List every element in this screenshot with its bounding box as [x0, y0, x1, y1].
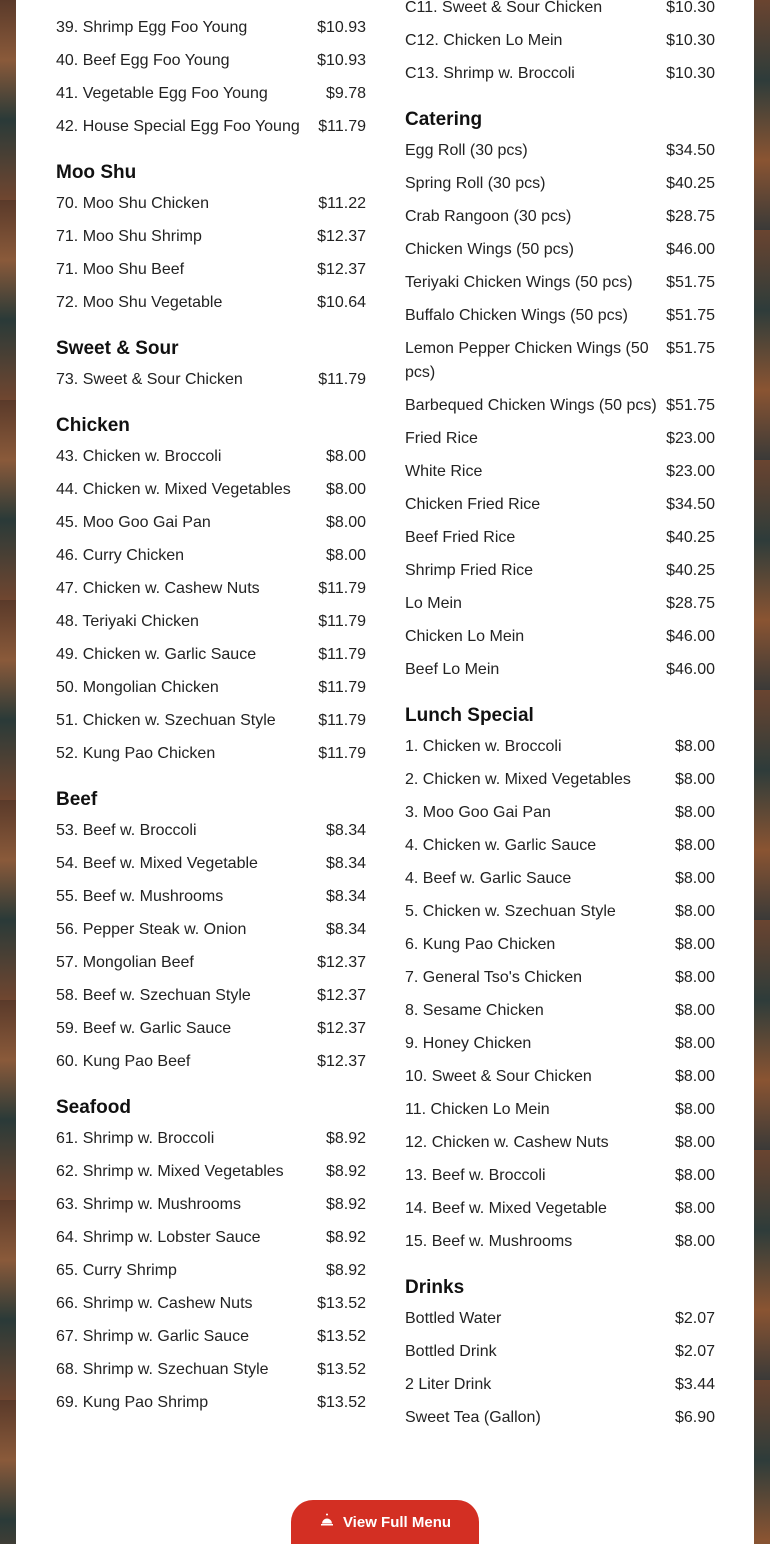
menu-item-name: 13. Beef w. Broccoli	[405, 1167, 546, 1184]
menu-item[interactable]	[405, 658, 715, 682]
menu-item-name: 71. Moo Shu Shrimp	[56, 228, 202, 245]
menu-item[interactable]	[56, 291, 366, 315]
menu-item-name: Sweet Tea (Gallon)	[405, 1409, 541, 1426]
menu-item-price: $8.92	[325, 1130, 366, 1147]
menu-item-name: Chicken Wings (50 pcs)	[405, 241, 574, 258]
menu-item-name: 14. Beef w. Mixed Vegetable	[405, 1200, 607, 1217]
menu-item-name: 46. Curry Chicken	[56, 547, 185, 564]
view-full-menu-label: View Full Menu	[342, 1513, 452, 1531]
section-heading: Drinks	[405, 1277, 465, 1298]
menu-item-name: 71. Moo Shu Beef	[56, 261, 185, 278]
menu-item-price: $8.34	[325, 888, 366, 905]
menu-item[interactable]	[56, 1325, 366, 1349]
menu-item-price: $8.00	[674, 969, 715, 986]
menu-item-name: 60. Kung Pao Beef	[56, 1053, 191, 1070]
menu-item-name: 42. House Special Egg Foo Young	[56, 118, 300, 135]
menu-item-price: $10.30	[666, 0, 715, 16]
menu-item-name: 3. Moo Goo Gai Pan	[405, 804, 551, 821]
menu-item-price: $51.75	[666, 340, 715, 357]
menu-item-price: $6.90	[674, 1409, 715, 1426]
menu-item-name: 7. General Tso's Chicken	[405, 969, 583, 986]
menu-item[interactable]	[56, 49, 366, 73]
menu-item-name: 68. Shrimp w. Szechuan Style	[56, 1361, 269, 1378]
menu-item[interactable]	[405, 1131, 715, 1155]
menu-item-name: Lo Mein	[405, 595, 462, 612]
menu-item-name: 47. Chicken w. Cashew Nuts	[56, 580, 260, 597]
menu-item-price: $13.52	[317, 1295, 366, 1312]
menu-item[interactable]	[405, 238, 715, 262]
menu-item-price: $51.75	[666, 307, 715, 324]
menu-item-name: Fried Rice	[405, 430, 478, 447]
menu-item-name: 45. Moo Goo Gai Pan	[56, 514, 211, 531]
section-heading: Sweet & Sour	[56, 338, 179, 359]
menu-item-price: $12.37	[317, 987, 366, 1004]
menu-item-name: 55. Beef w. Mushrooms	[56, 888, 224, 905]
menu-item-price: $10.64	[317, 294, 366, 311]
menu-item-name: 11. Chicken Lo Mein	[405, 1101, 550, 1118]
menu-item-price: $12.37	[317, 954, 366, 971]
menu-item-name: 58. Beef w. Szechuan Style	[56, 987, 251, 1004]
menu-item[interactable]	[56, 885, 366, 909]
menu-item-price: $8.00	[674, 1002, 715, 1019]
menu-item[interactable]	[56, 1226, 366, 1250]
menu-item-price: $10.93	[317, 19, 366, 36]
menu-item-name: 54. Beef w. Mixed Vegetable	[56, 855, 258, 872]
menu-item-name: 41. Vegetable Egg Foo Young	[56, 85, 268, 102]
menu-item[interactable]	[405, 1307, 715, 1331]
menu-item[interactable]	[56, 1127, 366, 1151]
menu-item-price: $11.22	[318, 195, 366, 212]
menu-item-name: 2. Chicken w. Mixed Vegetables	[405, 771, 631, 788]
menu-item[interactable]	[405, 1065, 715, 1089]
menu-item-price: $8.00	[674, 870, 715, 887]
menu-item-price: $11.79	[318, 580, 366, 597]
menu-item-name: 67. Shrimp w. Garlic Sauce	[56, 1328, 249, 1345]
menu-item[interactable]	[405, 592, 715, 616]
menu-item-price: $8.00	[325, 514, 366, 531]
menu-item[interactable]	[56, 478, 366, 502]
menu-item-name: C12. Chicken Lo Mein	[405, 32, 563, 49]
menu-item-price: $23.00	[666, 463, 715, 480]
menu-item[interactable]	[56, 643, 366, 667]
menu-item[interactable]	[405, 427, 715, 451]
menu-item[interactable]	[405, 867, 715, 891]
menu-item-price: $10.30	[666, 65, 715, 82]
menu-item-price: $13.52	[317, 1361, 366, 1378]
menu-item[interactable]	[405, 1230, 715, 1254]
menu-item-price: $23.00	[666, 430, 715, 447]
menu-item-name: Chicken Lo Mein	[405, 628, 525, 645]
menu-item-name: 70. Moo Shu Chicken	[56, 195, 209, 212]
menu-item-price: $11.79	[318, 371, 366, 388]
menu-item[interactable]	[405, 205, 715, 229]
menu-item-name: 48. Teriyaki Chicken	[56, 613, 199, 630]
menu-item-name: 15. Beef w. Mushrooms	[405, 1233, 573, 1250]
menu-item[interactable]	[405, 139, 715, 163]
menu-item-name: 59. Beef w. Garlic Sauce	[56, 1020, 232, 1037]
menu-item-price: $8.00	[325, 547, 366, 564]
menu-item-price: $8.92	[325, 1163, 366, 1180]
menu-item-name: White Rice	[405, 463, 483, 480]
menu-item-name: Teriyaki Chicken Wings (50 pcs)	[405, 274, 633, 291]
menu-item-name: 2 Liter Drink	[405, 1376, 492, 1393]
menu-item-name: 61. Shrimp w. Broccoli	[56, 1130, 215, 1147]
menu-item-price: $8.00	[674, 1134, 715, 1151]
menu-item-price: $13.52	[317, 1328, 366, 1345]
menu-item-price: $8.00	[674, 771, 715, 788]
menu-item[interactable]	[405, 271, 715, 295]
menu-item-price: $8.00	[674, 837, 715, 854]
menu-item-price: $11.79	[318, 745, 366, 762]
menu-item[interactable]	[56, 192, 366, 216]
menu-item[interactable]	[56, 1160, 366, 1184]
menu-item-price: $11.79	[318, 712, 366, 729]
menu-item[interactable]	[56, 225, 366, 249]
menu-item-name: 8. Sesame Chicken	[405, 1002, 544, 1019]
section-heading: Chicken	[56, 415, 130, 436]
menu-item[interactable]	[405, 172, 715, 196]
menu-item-price: $8.34	[325, 822, 366, 839]
menu-item[interactable]	[405, 62, 715, 86]
menu-item[interactable]	[405, 1098, 715, 1122]
menu-item-price: $28.75	[666, 208, 715, 225]
menu-item-name: 6. Kung Pao Chicken	[405, 936, 556, 953]
menu-item[interactable]	[405, 900, 715, 924]
menu-item-price: $40.25	[666, 175, 715, 192]
menu-item[interactable]	[56, 577, 366, 601]
menu-item[interactable]	[405, 1197, 715, 1221]
menu-item-price: $12.37	[317, 261, 366, 278]
menu-item-price: $51.75	[666, 397, 715, 414]
view-full-menu-button[interactable]	[291, 1500, 479, 1544]
menu-item-name: 64. Shrimp w. Lobster Sauce	[56, 1229, 261, 1246]
menu-item-name: 56. Pepper Steak w. Onion	[56, 921, 247, 938]
menu-item-name: 57. Mongolian Beef	[56, 954, 194, 971]
menu-item-name: Barbequed Chicken Wings (50 pcs)	[405, 397, 657, 414]
menu-item[interactable]	[56, 709, 366, 733]
menu-item-price: $10.30	[666, 32, 715, 49]
menu-item-price: $8.00	[674, 1035, 715, 1052]
menu-item-name: 12. Chicken w. Cashew Nuts	[405, 1134, 609, 1151]
menu-item[interactable]	[405, 394, 715, 418]
menu-item-price: $9.78	[325, 85, 366, 102]
menu-item-name: 63. Shrimp w. Mushrooms	[56, 1196, 241, 1213]
menu-item-name: Chicken Fried Rice	[405, 496, 541, 513]
menu-item[interactable]	[56, 1050, 366, 1074]
menu-item-price: $8.92	[325, 1262, 366, 1279]
menu-item[interactable]	[56, 115, 366, 139]
menu-item[interactable]	[56, 544, 366, 568]
menu-item-price: $8.00	[674, 936, 715, 953]
menu-item[interactable]	[405, 1373, 715, 1397]
menu-item[interactable]	[56, 951, 366, 975]
menu-item[interactable]	[405, 999, 715, 1023]
menu-item[interactable]	[56, 1259, 366, 1283]
menu-item-price: $12.37	[317, 1020, 366, 1037]
menu-item[interactable]	[405, 337, 715, 385]
menu-item-price: $12.37	[317, 228, 366, 245]
menu-item-price: $3.44	[674, 1376, 715, 1393]
menu-item-price: $11.79	[318, 679, 366, 696]
menu-item-price: $8.00	[674, 738, 715, 755]
menu-item-name: 69. Kung Pao Shrimp	[56, 1394, 209, 1411]
menu-item[interactable]	[56, 742, 366, 766]
menu-item-name: Shrimp Fried Rice	[405, 562, 534, 579]
menu-item-price: $13.52	[317, 1394, 366, 1411]
menu-item-name: 4. Chicken w. Garlic Sauce	[405, 837, 597, 854]
menu-item-price: $34.50	[666, 496, 715, 513]
menu-item-price: $2.07	[674, 1343, 715, 1360]
background-right	[754, 0, 770, 1544]
menu-item-name: C13. Shrimp w. Broccoli	[405, 65, 575, 82]
menu-item[interactable]	[56, 1391, 366, 1415]
menu-item[interactable]	[56, 82, 366, 106]
section-heading: Moo Shu	[56, 162, 137, 183]
menu-item-name: 50. Mongolian Chicken	[56, 679, 219, 696]
menu-item-name: Egg Roll (30 pcs)	[405, 142, 528, 159]
menu-item-price: $11.79	[318, 118, 366, 135]
menu-item[interactable]	[56, 511, 366, 535]
menu-item-name: 10. Sweet & Sour Chicken	[405, 1068, 592, 1085]
background-left	[0, 0, 16, 1544]
menu-item-name: 4. Beef w. Garlic Sauce	[405, 870, 572, 887]
menu-item[interactable]	[56, 1193, 366, 1217]
menu-item[interactable]	[56, 610, 366, 634]
menu-item-price: $10.93	[317, 52, 366, 69]
menu-item-name: 65. Curry Shrimp	[56, 1262, 177, 1279]
menu-item[interactable]	[405, 0, 715, 20]
menu-item-name: 62. Shrimp w. Mixed Vegetables	[56, 1163, 284, 1180]
menu-item[interactable]	[405, 735, 715, 759]
menu-item[interactable]	[56, 1358, 366, 1382]
menu-item-name: Beef Fried Rice	[405, 529, 516, 546]
menu-item-price: $46.00	[666, 628, 715, 645]
menu-item[interactable]	[405, 801, 715, 825]
menu-item-price: $51.75	[666, 274, 715, 291]
menu-item[interactable]	[405, 1406, 715, 1430]
menu-item-name: Crab Rangoon (30 pcs)	[405, 208, 572, 225]
menu-item-name: Bottled Drink	[405, 1343, 497, 1360]
section-heading: Beef	[56, 789, 98, 810]
menu-item-price: $8.00	[674, 1167, 715, 1184]
menu-item-price: $11.79	[318, 613, 366, 630]
menu-item[interactable]	[56, 16, 366, 40]
menu-item-price: $40.25	[666, 562, 715, 579]
menu-item-price: $8.00	[674, 1068, 715, 1085]
menu-item-price: $28.75	[666, 595, 715, 612]
menu-item[interactable]	[405, 834, 715, 858]
menu-item[interactable]	[405, 1032, 715, 1056]
menu-item-price: $8.00	[674, 903, 715, 920]
menu-item-name: 66. Shrimp w. Cashew Nuts	[56, 1295, 253, 1312]
menu-item-name: 49. Chicken w. Garlic Sauce	[56, 646, 257, 663]
menu-item-price: $11.79	[318, 646, 366, 663]
menu-item-price: $40.25	[666, 529, 715, 546]
menu-item[interactable]	[405, 966, 715, 990]
menu-item-name: 44. Chicken w. Mixed Vegetables	[56, 481, 291, 498]
menu-item-name: C11. Sweet & Sour Chicken	[405, 0, 603, 16]
menu-item-name: 52. Kung Pao Chicken	[56, 745, 216, 762]
section-heading: Catering	[405, 109, 483, 130]
menu-card	[16, 0, 754, 1544]
menu-item[interactable]	[405, 29, 715, 53]
cloche-icon	[319, 1512, 335, 1532]
menu-item[interactable]	[56, 258, 366, 282]
menu-item[interactable]	[405, 933, 715, 957]
menu-item[interactable]	[56, 1017, 366, 1041]
menu-item-price: $8.00	[674, 1101, 715, 1118]
menu-item-price: $8.00	[674, 1233, 715, 1250]
menu-item-price: $8.00	[674, 1200, 715, 1217]
section-heading: Lunch Special	[405, 705, 534, 726]
menu-item[interactable]	[56, 852, 366, 876]
menu-item[interactable]	[56, 676, 366, 700]
menu-item-price: $8.34	[325, 855, 366, 872]
menu-item[interactable]	[405, 768, 715, 792]
menu-item-name: 39. Shrimp Egg Foo Young	[56, 19, 248, 36]
menu-item[interactable]	[405, 559, 715, 583]
menu-item-name: Bottled Water	[405, 1310, 502, 1327]
menu-item[interactable]	[405, 625, 715, 649]
menu-item[interactable]	[56, 1292, 366, 1316]
menu-item-price: $8.92	[325, 1229, 366, 1246]
menu-item-name: Buffalo Chicken Wings (50 pcs)	[405, 307, 628, 324]
menu-item-name: 73. Sweet & Sour Chicken	[56, 371, 243, 388]
menu-item-name: Spring Roll (30 pcs)	[405, 175, 546, 192]
menu-item[interactable]	[405, 1340, 715, 1364]
menu-item-price: $34.50	[666, 142, 715, 159]
menu-item[interactable]	[56, 819, 366, 843]
menu-item-price: $8.00	[674, 804, 715, 821]
menu-item-name: 9. Honey Chicken	[405, 1035, 532, 1052]
menu-item[interactable]	[405, 1164, 715, 1188]
menu-item-name: 51. Chicken w. Szechuan Style	[56, 712, 276, 729]
menu-item[interactable]	[56, 445, 366, 469]
section-heading: Seafood	[56, 1097, 131, 1118]
menu-item[interactable]	[405, 526, 715, 550]
menu-item-price: $46.00	[666, 661, 715, 678]
menu-item[interactable]	[56, 368, 366, 392]
menu-item-price: $46.00	[666, 241, 715, 258]
menu-item-price: $8.00	[325, 481, 366, 498]
menu-item-name: 53. Beef w. Broccoli	[56, 822, 197, 839]
menu-item[interactable]	[56, 984, 366, 1008]
menu-item-name: 40. Beef Egg Foo Young	[56, 52, 230, 69]
menu-item-price: $12.37	[317, 1053, 366, 1070]
menu-item-name: 5. Chicken w. Szechuan Style	[405, 903, 616, 920]
menu-item[interactable]	[405, 304, 715, 328]
menu-item[interactable]	[56, 918, 366, 942]
menu-item[interactable]	[405, 460, 715, 484]
menu-item-name: Beef Lo Mein	[405, 661, 500, 678]
menu-item-price: $8.92	[325, 1196, 366, 1213]
menu-item[interactable]	[405, 493, 715, 517]
menu-item-price: $8.34	[325, 921, 366, 938]
menu-item-price: $8.00	[325, 448, 366, 465]
menu-item-name: 43. Chicken w. Broccoli	[56, 448, 222, 465]
menu-item-price: $2.07	[674, 1310, 715, 1327]
menu-item-name: 1. Chicken w. Broccoli	[405, 738, 562, 755]
menu-item-name: Lemon Pepper Chicken Wings (50 pcs)	[405, 340, 649, 381]
menu-item-name: 72. Moo Shu Vegetable	[56, 294, 223, 311]
